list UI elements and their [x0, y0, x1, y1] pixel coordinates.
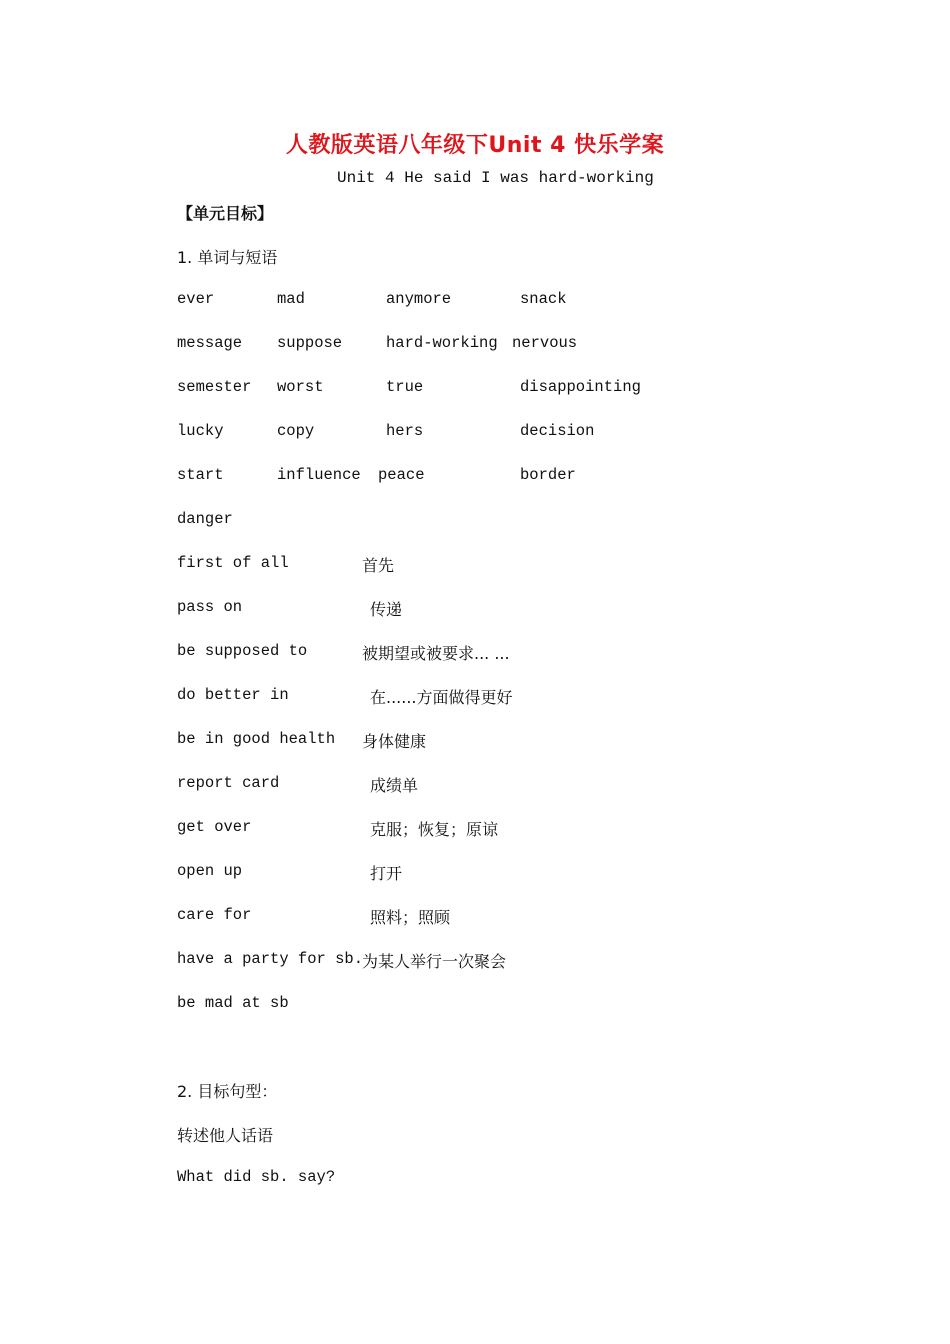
word: lucky [177, 422, 224, 440]
phrase-cn: 成绩单 [370, 776, 419, 795]
phrase-cn: 在......方面做得更好 [370, 688, 513, 707]
word: copy [277, 422, 315, 440]
word: influence [277, 466, 361, 484]
phrase-en: have a party for sb. [177, 950, 364, 968]
word: worst [277, 378, 324, 396]
word: nervous [512, 334, 578, 352]
phrase-en: be in good health [177, 730, 336, 748]
word: true [386, 378, 424, 396]
phrase-en: pass on [177, 598, 243, 616]
phrase-cn: 首先 [362, 556, 395, 575]
page-title: 人教版英语八年级下Unit 4 快乐学案 [285, 133, 665, 158]
word: danger [177, 510, 233, 528]
phrase-en: care for [177, 906, 252, 924]
word: snack [520, 290, 567, 308]
phrase-en: first of all [177, 554, 289, 572]
word: hers [386, 422, 424, 440]
phrase-cn: 传递 [370, 600, 403, 619]
word: disappointing [520, 378, 641, 396]
word: ever [177, 290, 215, 308]
page-subtitle: Unit 4 He said I was hard-working [337, 169, 654, 187]
section-target-sentences: 2. 目标句型： [177, 1082, 278, 1101]
word: start [177, 466, 224, 484]
example-question: What did sb. say? [177, 1168, 336, 1186]
phrase-en: do better in [177, 686, 289, 704]
phrase-cn: 克服；恢复；原谅 [370, 820, 499, 839]
phrase-cn: 照料；照顾 [370, 908, 451, 927]
phrase-cn: 被期望或被要求... ... [362, 644, 510, 663]
phrase-en: get over [177, 818, 252, 836]
word: suppose [277, 334, 343, 352]
word: mad [277, 290, 305, 308]
section-words-phrases: 1. 单词与短语 [177, 248, 278, 267]
section-unit-goal: 【单元目标】 [177, 204, 274, 223]
phrase-en: be mad at sb [177, 994, 289, 1012]
word: border [520, 466, 576, 484]
phrase-cn: 打开 [370, 864, 403, 883]
word: message [177, 334, 243, 352]
phrase-en: be supposed to [177, 642, 308, 660]
word: semester [177, 378, 252, 396]
phrase-cn: 为某人举行一次聚会 [362, 952, 507, 971]
phrase-cn: 身体健康 [362, 732, 427, 751]
word: anymore [386, 290, 452, 308]
word: decision [520, 422, 595, 440]
word: peace [378, 466, 425, 484]
section-reported-speech: 转述他人话语 [177, 1126, 274, 1145]
phrase-en: report card [177, 774, 280, 792]
word: hard-working [386, 334, 498, 352]
phrase-en: open up [177, 862, 243, 880]
